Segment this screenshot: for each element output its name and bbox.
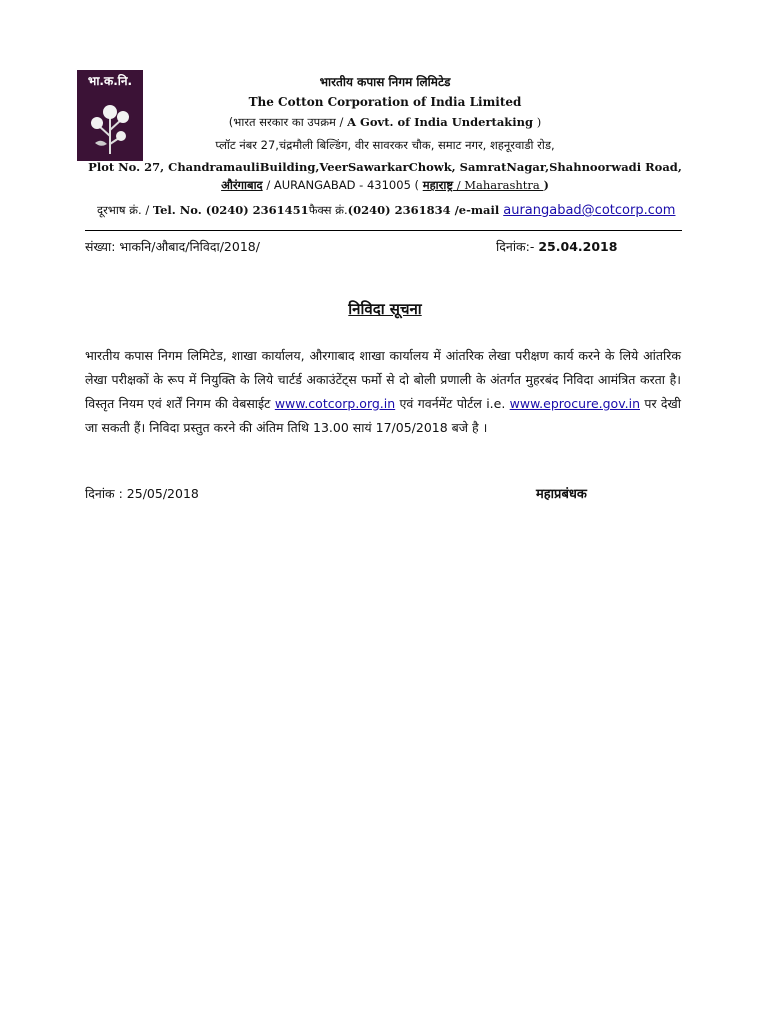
email-link[interactable]: aurangabad@cotcorp.com <box>503 203 676 218</box>
header-divider <box>85 230 682 231</box>
reference-number: संख्या: भाकनि/औबाद/निविदा/2018/ <box>85 239 260 254</box>
city-line <box>0 178 770 193</box>
city-hindi: औरंगाबाद <box>221 178 263 192</box>
address-hindi: प्लॉट नंबर 27,चंद्रमौली बिल्डिंग, वीर सावरकर चौक, समाट नगर, शहनूरवाडी रोड, <box>215 138 555 152</box>
org-name-english: The Cotton Corporation of India Limited <box>248 95 522 109</box>
eprocure-portal-link[interactable]: www.eprocure.gov.in <box>509 396 640 411</box>
signatory-title: महाप्रबंधक <box>536 487 587 502</box>
phone-prefix: दूरभाष क्रं. / <box>97 203 153 217</box>
undertaking-suffix: ) <box>533 115 542 129</box>
notice-title: निविदा सूचना <box>348 300 422 318</box>
fax-prefix: फैक्स क्रं. <box>308 203 348 217</box>
undertaking-prefix: (भारत सरकार का उपक्रम / <box>228 115 348 129</box>
fax-number: (0240) 2361834 /e-mail <box>347 203 504 217</box>
undertaking-line <box>0 115 770 130</box>
reference-date <box>496 238 617 255</box>
org-name-hindi: भारतीय कपास निगम लिमिटेड <box>319 75 451 89</box>
state-close: ) <box>543 178 549 192</box>
city-english: / AURANGABAD - 431005 ( <box>262 178 423 192</box>
date-label: दिनांक:- <box>496 239 539 254</box>
address-english: Plot No. 27, ChandramauliBuilding,VeerSawarkarChowk, SamratNagar,Shahnoorwadi Road, <box>88 160 682 174</box>
logo-text: भा.क.नि. <box>87 74 133 88</box>
state-hindi: महाराष्ट्र <box>422 178 454 192</box>
notice-body-part2: एवं गवर्नमेंट पोर्टल i.e. <box>395 396 510 411</box>
date-value: 25.04.2018 <box>538 239 618 254</box>
notice-body-part1: भारतीय कपास निगम लिमिटेड, शाखा कार्यालय, औरगाबाद शाखा कार्यालय में आंतरिक लेखा परीक्षण कार्य करने के लिये आंतरिक लेखा परीक्षकों के रूप में नियुक्ति के लिये चार्टर्ड अकाउंटेंट्स फर्मो से दो बोली प्रणाली के अंतर्गत मुहरबंद निविदा आमंत्रित करता है। विस्तृत नियम एवं शर्तें निगम की वेबसाईट <box>85 348 681 411</box>
notice-body <box>85 344 681 440</box>
undertaking-english: A Govt. of India Undertaking <box>347 115 534 129</box>
cotcorp-website-link[interactable]: www.cotcorp.org.in <box>274 396 396 411</box>
notice-body-part3: पर देखी जा सकती हैं। निविदा प्रस्तुत करने की अंतिम तिथि 13.00 सायं 17/05/2018 बजे है । <box>85 396 681 435</box>
contact-line <box>97 203 675 218</box>
footer-date: दिनांक : 25/05/2018 <box>85 486 199 501</box>
phone-number: Tel. No. (0240) 2361451 <box>152 203 309 217</box>
state-english: / Maharashtra <box>453 178 544 192</box>
